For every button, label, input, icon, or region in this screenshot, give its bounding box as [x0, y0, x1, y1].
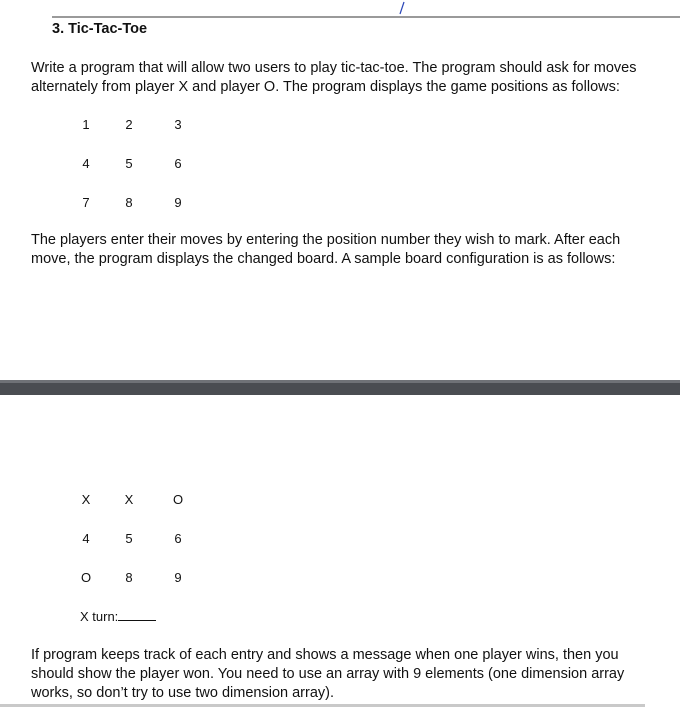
board-cell: O — [80, 570, 92, 585]
board-cell: 4 — [82, 531, 90, 546]
board-cell: X — [124, 492, 134, 507]
board-cell: 8 — [125, 570, 133, 585]
board-cell: 5 — [125, 156, 133, 171]
board-cell: 1 — [82, 117, 90, 132]
intro-paragraph: Write a program that will allow two users to play tic-tac-toe. The program should ask for moves alternately from player X and player O. The program displays the game positions as follows: — [31, 60, 637, 95]
board-cell: 2 — [125, 117, 133, 132]
section-heading: 3. Tic-Tac-Toe — [52, 21, 148, 37]
turn-prompt — [80, 609, 156, 625]
board-cell: 6 — [174, 531, 182, 546]
board-cell: 5 — [125, 531, 133, 546]
board-cell: 8 — [125, 195, 133, 210]
board-cell: 9 — [174, 570, 182, 585]
answer-blank — [118, 609, 156, 621]
board-cell: X — [81, 492, 91, 507]
moves-paragraph: The players enter their moves by entering the position number they wish to mark. After each move, the program displays the changed board. A sample board configuration is as follows: — [31, 232, 621, 267]
board-cell: 9 — [174, 195, 182, 210]
page-divider-shade — [0, 380, 680, 383]
board-cell: O — [172, 492, 184, 507]
board-cell: 6 — [174, 156, 182, 171]
top-rule — [52, 16, 680, 18]
pen-mark — [398, 1, 406, 15]
board-cell: 3 — [174, 117, 182, 132]
board-cell: 7 — [82, 195, 90, 210]
closing-paragraph: If program keeps track of each entry and shows a message when one player wins, then you should show the player won. You need to use an array with 9 elements (one dimension array works, so don’t try to use two dimension array). — [31, 647, 625, 701]
turn-prompt-label: X turn: — [80, 609, 119, 624]
board-cell: 4 — [82, 156, 90, 171]
